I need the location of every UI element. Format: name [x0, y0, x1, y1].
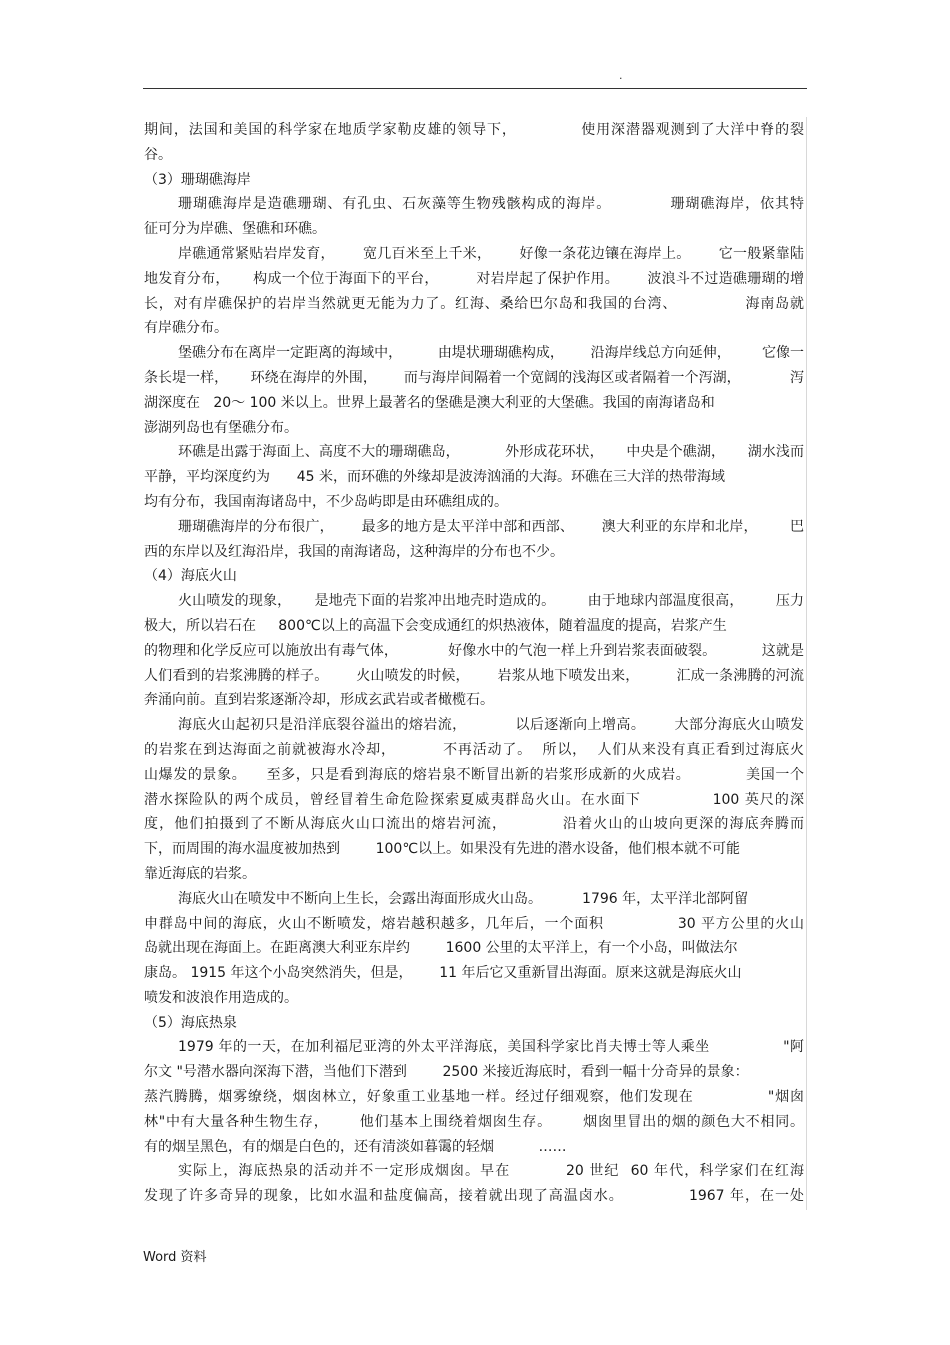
text-line: 岸礁通常紧贴岩岸发育， 宽几百米至上千米， 好像一条花边镶在海岸上。 它一般紧靠陆 — [178, 245, 804, 262]
text-line: 下，而周围的海水温度被加热到 100℃以上。如果没有先进的潜水设备，他们根本就不可能 — [144, 841, 741, 858]
document-body — [144, 118, 804, 1209]
text-line: 西的东岸以及红海沿岸，我国的南海诸岛，这种海岸的分布也不少。 — [144, 543, 564, 560]
text-line: 实际上，海底热泉的活动并不一定形成烟囱。早在 20 世纪 60 年代，科学家们在红海 — [178, 1163, 804, 1180]
text-line: （4）海底火山 — [144, 568, 237, 585]
text-line: 度，他们拍摄到了不断从海底火山口流出的熔岩河流， 沿着火山的山坡向更深的海底奔腾而 — [144, 816, 804, 833]
text-line: 申群岛中间的海底，火山不断喷发，熔岩越积越多，几年后，一个面积 30 平方公里的火山 — [144, 915, 804, 932]
text-line: 奔涌向前。直到岩浆逐渐冷却，形成玄武岩或者橄榄石。 — [144, 692, 494, 709]
text-line: （5）海底热泉 — [144, 1014, 237, 1031]
text-line: 征可分为岸礁、堡礁和环礁。 — [144, 221, 326, 238]
text-line: 澎湖列岛也有堡礁分布。 — [144, 419, 298, 436]
text-line: （3）珊瑚礁海岸 — [144, 171, 251, 188]
text-line: 海底火山起初只是沿洋底裂谷溢出的熔岩流， 以后逐渐向上增高。 大部分海底火山喷发 — [178, 717, 804, 734]
text-line: 尔文 "号潜水器向深海下潜，当他们下潜到 2500 米接近海底时，看到一幅十分奇异的景象： — [144, 1064, 749, 1081]
text-line: 山爆发的景象。 至多，只是看到海底的熔岩泉不断冒出新的岩浆形成新的火成岩。 美国一个 — [144, 766, 804, 783]
text-line: 人们看到的岩浆沸腾的样子。 火山喷发的时候， 岩浆从地下喷发出来， 汇成一条沸腾的河流 — [144, 667, 804, 684]
text-line: 有岸礁分布。 — [144, 320, 228, 337]
text-line: 均有分布，我国南海诸岛中，不少岛屿即是由环礁组成的。 — [144, 493, 508, 510]
text-line: 平静，平均深度约为 45 米，而环礁的外缘却是波涛汹涌的大海。环礁在三大洋的热带海域 — [144, 469, 725, 486]
text-line: 海底火山在喷发中不断向上生长，会露出海面形成火山岛。 1796 年，太平洋北部阿留 — [178, 890, 749, 907]
text-line: 长，对有岸礁保护的岩岸当然就更无能为力了。红海、桑给巴尔岛和我国的台湾、 海南岛就 — [144, 295, 804, 312]
text-line: 湖深度在 20～ 100 米以上。世界上最著名的堡礁是澳大利亚的大堡礁。我国的南海诸岛和 — [144, 394, 715, 411]
header-mark: . — [619, 69, 623, 82]
text-line: 康岛。 1915 年这个小岛突然消失，但是， 11 年后它又重新冒出海面。原来这就是海底火山 — [144, 965, 742, 982]
text-line: 的物理和化学反应可以施放出有毒气体， 好像水中的气泡一样上升到岩浆表面破裂。 这就是 — [144, 642, 804, 659]
text-line: 谷。 — [144, 146, 172, 163]
text-line: 堡礁分布在离岸一定距离的海域中， 由堤状珊瑚礁构成， 沿海岸线总方向延伸， 它像一 — [178, 345, 804, 362]
text-line: 地发育分布， 构成一个位于海面下的平台， 对岩岸起了保护作用。 波浪斗不过造礁珊瑚的增 — [144, 270, 804, 287]
text-line: 的岩浆在到达海面之前就被海水冷却， 不再活动了。 所以， 人们从来没有真正看到过海底火 — [144, 741, 804, 758]
header-rule — [143, 88, 807, 89]
text-line: 潜水探险队的两个成员，曾经冒着生命危险探索夏威夷群岛火山。在水面下 100 英尺的深 — [144, 791, 804, 808]
text-line: 期间，法国和美国的科学家在地质学家勒皮雄的领导下， 使用深潜器观测到了大洋中脊的裂 — [144, 122, 804, 138]
text-line: 岛就出现在海面上。在距离澳大利亚东岸约 1600 公里的太平洋上，有一个小岛，叫做法尔 — [144, 940, 738, 957]
text-line: 珊瑚礁海岸是造礁珊瑚、有孔虫、石灰藻等生物残骸构成的海岸。 珊瑚礁海岸，依其特 — [178, 196, 804, 213]
text-line: 林"中有大量各种生物生存， 他们基本上围绕着烟囱生存。 烟囱里冒出的烟的颜色大不相同。 — [144, 1113, 804, 1130]
text-line: 发现了许多奇异的现象，比如水温和盐度偏高，接着就出现了高温卤水。 1967 年，在一处 — [144, 1188, 804, 1205]
text-line: 环礁是出露于海面上、高度不大的珊瑚礁岛， 外形成花环状， 中央是个礁湖， 湖水浅而 — [178, 444, 804, 461]
text-line: 1979 年的一天，在加利福尼亚湾的外太平洋海底，美国科学家比肖夫博士等人乘坐 "阿 — [178, 1039, 804, 1056]
text-line: 蒸汽腾腾，烟雾缭绕，烟囱林立，好象重工业基地一样。经过仔细观察，他们发现在 "烟囱 — [144, 1089, 804, 1106]
text-line: 靠近海底的岩浆。 — [144, 865, 256, 882]
text-line: 有的烟呈黑色，有的烟是白色的，还有清淡如暮霭的轻烟 …… — [144, 1138, 567, 1155]
text-line: 火山喷发的现象， 是地壳下面的岩浆冲出地壳时造成的。 由于地球内部温度很高， 压力 — [178, 593, 804, 610]
footer-label: Word 资料 — [143, 1250, 207, 1265]
margin-rule — [806, 117, 807, 1210]
text-line: 极大，所以岩石在 800℃以上的高温下会变成通红的炽热液体，随着温度的提高，岩浆产生 — [144, 617, 727, 634]
text-line: 条长堤一样， 环绕在海岸的外围， 而与海岸间隔着一个宽阔的浅海区或者隔着一个泻湖， 泻 — [144, 369, 804, 386]
text-line: 珊瑚礁海岸的分布很广， 最多的地方是太平洋中部和西部、 澳大利亚的东岸和北岸， 巴 — [178, 518, 804, 535]
text-line: 喷发和波浪作用造成的。 — [144, 989, 298, 1006]
